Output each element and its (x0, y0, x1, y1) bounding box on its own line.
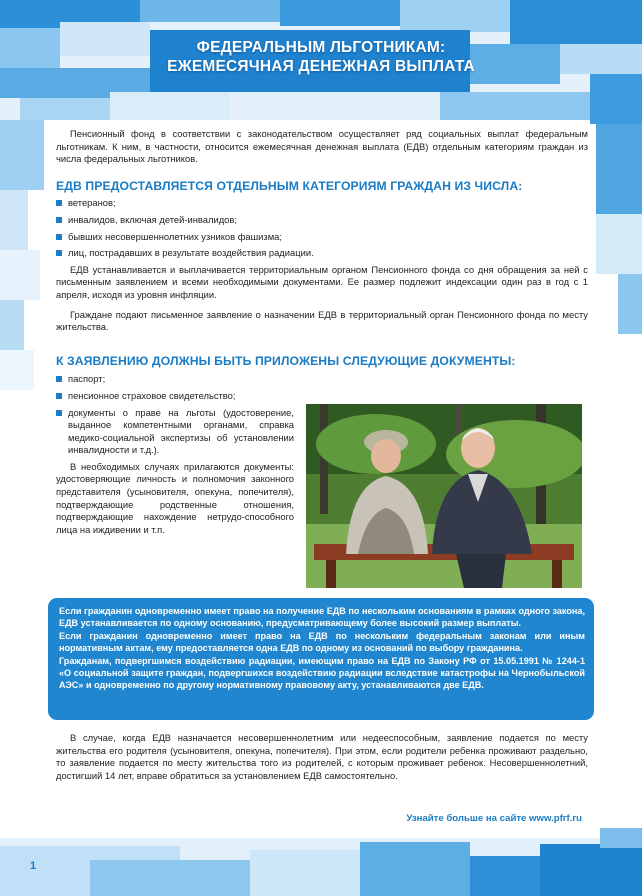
page-title (0, 38, 642, 76)
elderly-couple-photo (306, 404, 582, 588)
info-box-paragraph-2: Если гражданин одновременно имеет право на ЕДВ по нескольким федеральным законам или иным нормативным актам, ему предоставляется одна ЕДВ по одному из оснований по выбору гражданина. (59, 630, 585, 654)
website-link[interactable]: Узнайте больше на сайте www.pfrf.ru (406, 813, 582, 824)
list-item: ветеранов; (56, 197, 588, 210)
intro-paragraph: Пенсионный фонд в соответствии с законодательством осуществляет ряд социальных выплат федеральным льготникам. К ним, в частности, относится ежемесячная денежная выплата (ЕДВ) отдельным категориям граждан из числа федеральных льготников. (56, 128, 588, 165)
closing-paragraph: В случае, когда ЕДВ назначается несовершеннолетним или недееспособным, заявление подается по месту жительства его родителя (усыновителя, опекуна, попечителя). При этом, если родители ребенка проживают раздельно, то заявление подается по месту жительства того из родителей, с которым проживает ребенок. Несовершеннолетний, достигший 14 лет, вправе обратиться за установлением ЕДВ самостоятельно. (56, 732, 588, 781)
section1-paragraph-2: Граждане подают письменное заявление о назначении ЕДВ в территориальный орган Пенсионного фонда по месту жительства. (56, 308, 588, 333)
closing-block (56, 732, 588, 782)
section2-paragraph: В необходимых случаях прилагаются документы: удостоверяющие личность и полномочия законного представителя (усыновителя, опекуна, попечителя), подтверждающие родственные отношения, подтверждающие нахождение нетрудо-способного лица на иждивении и т.п. (56, 460, 294, 535)
info-box-paragraph-1: Если гражданин одновременно имеет право на получение ЕДВ по нескольким основаниям в рамках одного закона, ЕДВ устанавливается по одному основанию, предусматривающему более высокий размер выплаты. (59, 606, 585, 629)
page-number: 1 (30, 860, 37, 872)
list-item: паспорт; (56, 373, 294, 386)
info-box-paragraph-3: Гражданам, подвергшимся воздействию радиации, имеющим право на ЕДВ по Закону РФ от 15.05.1991 № 1244-1 «О социальной защите граждан, подвергшихся воздействию радиации вследствие катастрофы на Чернобыльской АЭС» и одновременно по другому нормативному правовому акту, устанавливаются две ЕДВ. (59, 655, 585, 691)
section2-list (56, 373, 294, 457)
section1-list (56, 197, 588, 259)
list-item: бывших несовершеннолетних узников фашизма; (56, 231, 588, 244)
section1-paragraph-1: ЕДВ устанавливается и выплачивается территориальным органом Пенсионного фонда со дня обращения за ней с письменным заявлением и всеми необходимыми документами. Ее размер подлежит индексации один раз в год с 1 апреля, исходя из уровня инфляции. (56, 263, 588, 300)
list-item: документы о праве на льготы (удостоверение, выданное компетентными органами, справка медико-социальной экспертизы об установлении инвалидности и т.д.). (56, 407, 294, 457)
section2-heading: К ЗАЯВЛЕНИЮ ДОЛЖНЫ БЫТЬ ПРИЛОЖЕНЫ СЛЕДУЮЩИЕ ДОКУМЕНТЫ: (56, 353, 516, 368)
info-box (48, 598, 594, 720)
list-item: пенсионное страховое свидетельство; (56, 390, 294, 403)
page-title-line-1: ФЕДЕРАЛЬНЫМ ЛЬГОТНИКАМ: (196, 39, 446, 56)
section1-heading: ЕДВ ПРЕДОСТАВЛЯЕТСЯ ОТДЕЛЬНЫМ КАТЕГОРИЯМ ГРАЖДАН ИЗ ЧИСЛА: (56, 178, 523, 193)
page-title-line-2: ЕЖЕМЕСЯЧНАЯ ДЕНЕЖНАЯ ВЫПЛАТА (167, 58, 475, 75)
section2-left-column (56, 373, 294, 536)
list-item: инвалидов, включая детей-инвалидов; (56, 214, 588, 227)
list-item: лиц, пострадавших в результате воздействия радиации. (56, 247, 588, 260)
photo-illustration (306, 404, 582, 588)
